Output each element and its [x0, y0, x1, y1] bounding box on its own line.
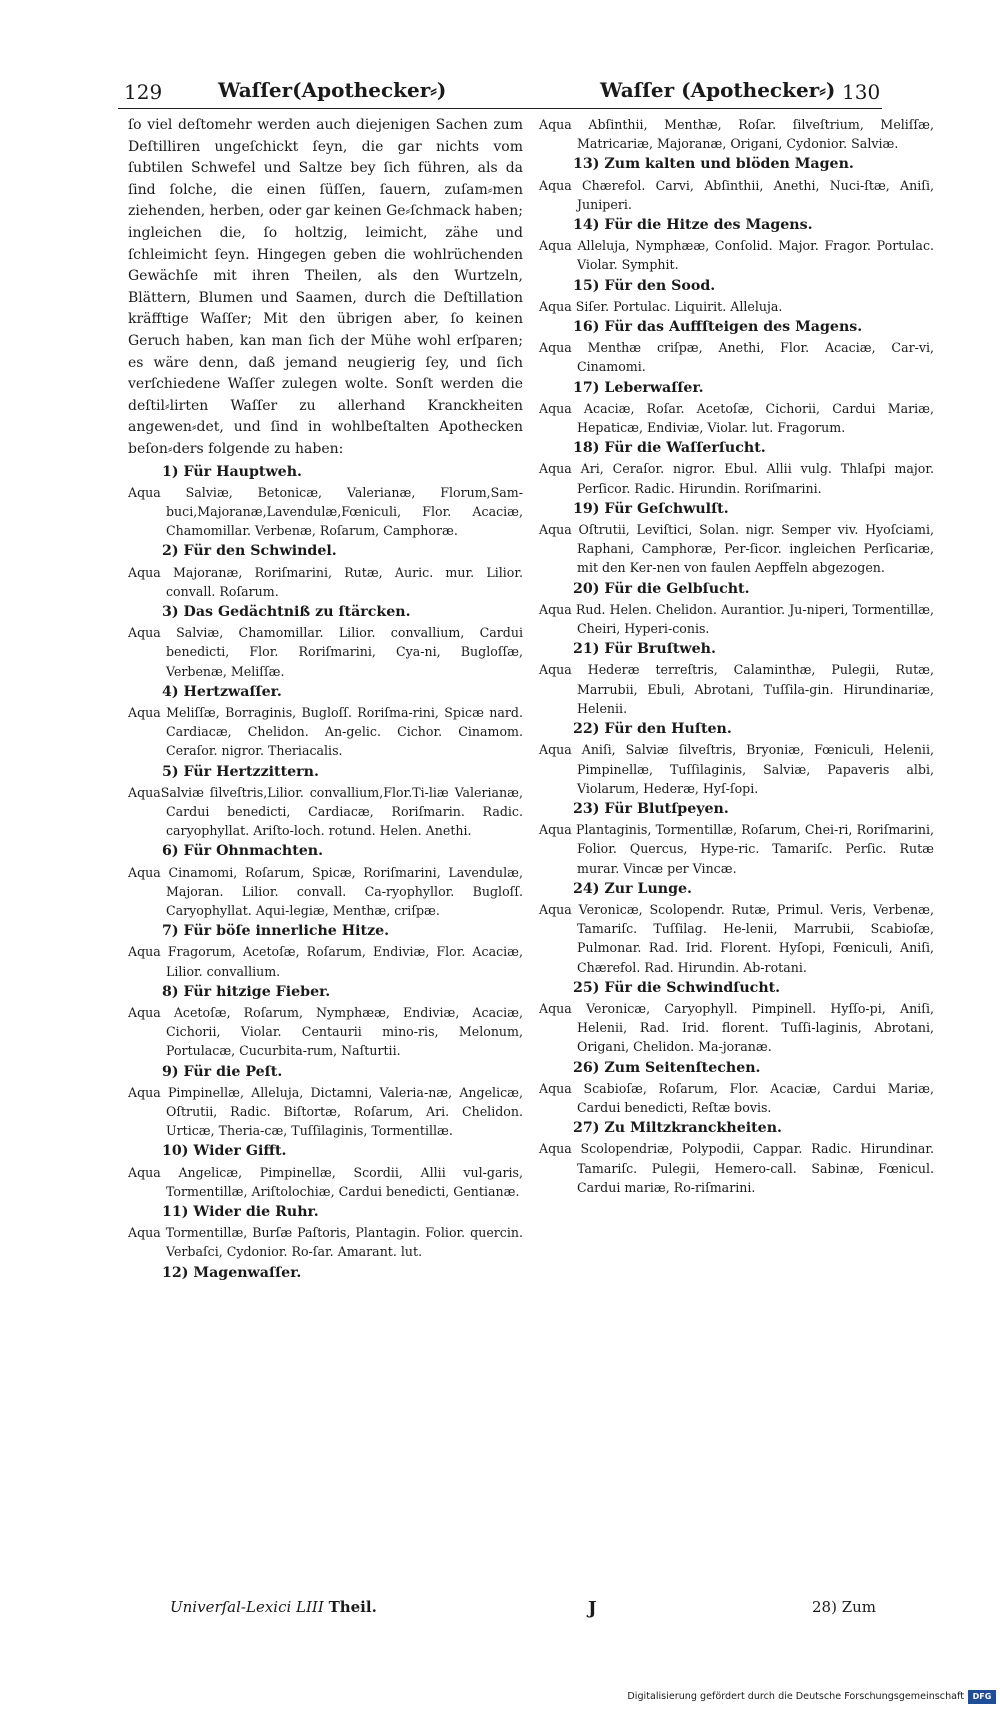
footer-bar	[548, 1684, 1000, 1710]
recipe-entry: Aqua Meliſſæ, Borraginis, Bugloſſ. Roriſma-rini, Spicæ nard. Cardiacæ, Chelidon. An-gelic. Cichor. Cinamom. Ceraſor. nigror. Theriacalis.	[128, 704, 523, 759]
recipe-heading: 23) Für Blutſpeyen.	[573, 800, 729, 817]
recipe-entry: AquaSalviæ ſilveſtris,Lilior. convallium,Flor.Ti-liæ Valerianæ, Cardui benedicti, Cardiacæ, Roriſmarin. Radic. caryophyllat. Ariſto-loch. rotund. Helen. Anethi.	[128, 784, 523, 839]
recipe-heading: 15) Für den Sood.	[573, 277, 716, 294]
right-column	[539, 115, 934, 1199]
recipe-heading: 13) Zum kalten und blöden Magen.	[573, 156, 854, 173]
recipe-heading: 19) Für Geſchwulſt.	[573, 500, 729, 517]
header-rule	[118, 108, 882, 109]
recipe-heading: 2) Für den Schwindel.	[162, 543, 337, 560]
recipe-entry: Aqua Salviæ, Chamomillar. Lilior. convallium, Cardui benedicti, Flor. Roriſmarini, Cya-ni, Bugloſſæ, Verbenæ, Meliſſæ.	[128, 625, 523, 679]
recipe-entry: Aqua Ari, Ceraſor. nigror. Ebul. Allii vulg. Thlaſpi major. Perſicor. Radic. Hirundin. Roriſmarini.	[539, 461, 934, 496]
recipe-heading: 12) Magenwaſſer.	[162, 1264, 302, 1281]
recipe-heading: 1) Für Hauptweh.	[162, 463, 302, 480]
right-running-title: Waſſer (Apothecker⸗)	[600, 78, 836, 102]
recipe-entry: Aqua Oſtrutii, Leviſtici, Solan. nigr. Semper viv. Hyoſciami, Raphani, Camphoræ, Per-ſicor. ingleichen Perſicariæ, mit den Ker-nen von faulen Aepffeln abgezogen.	[539, 522, 934, 576]
running-header	[0, 78, 1000, 108]
recipe-heading: 9) Für die Peſt.	[162, 1063, 283, 1080]
left-column	[128, 115, 523, 1284]
recipe-heading: 3) Das Gedächtniß zu ſtärcken.	[162, 603, 411, 620]
recipe-entry: Aqua Hederæ terreſtris, Calaminthæ, Pulegii, Rutæ, Marrubii, Ebuli, Abrotani, Tuſſila-gin. Hirundinariæ, Helenii.	[539, 662, 934, 716]
recipe-entry: Aqua Veronicæ, Caryophyll. Pimpinell. Hyſſo-pi, Aniſi, Helenii, Rad. Irid. florent. Tuſſi-laginis, Abrotani, Origani, Chelidon. Ma-joranæ.	[539, 1000, 934, 1055]
left-running-title: Waſſer(Apothecker⸗)	[218, 78, 447, 102]
recipe-heading: 27) Zu Miltzkranckheiten.	[573, 1120, 782, 1137]
left-page-number: 129	[124, 80, 163, 104]
signature-mark	[170, 1598, 377, 1616]
recipe-entry: Aqua Acetoſæ, Roſarum, Nymphææ, Endiviæ, Acaciæ, Cichorii, Violar. Centaurii mino-ris, Melonum, Portulacæ, Cucurbita-rum, Naſturtii.	[128, 1004, 523, 1059]
recipe-entry: Aqua Tormentillæ, Burſæ Paſtoris, Plantagin. Folior. quercin. Verbaſci, Cydonior. Ro-ſar. Amarant. lut.	[128, 1225, 523, 1260]
recipe-heading: 10) Wider Gifft.	[162, 1143, 287, 1160]
recipe-heading: 11) Wider die Ruhr.	[162, 1204, 319, 1221]
signature-text: Univerſal-Lexici LIII	[170, 1598, 324, 1616]
recipe-heading: 17) Leberwaſſer.	[573, 379, 704, 396]
recipe-heading: 5) Für Hertzzittern.	[162, 763, 319, 780]
recipe-heading: 20) Für die Gelbſucht.	[573, 580, 750, 597]
recipe-entry: Aqua Abſinthii, Menthæ, Roſar. ſilveſtrium, Meliſſæ, Matricariæ, Majoranæ, Origani, Cydonior. Salviæ.	[539, 117, 934, 152]
right-page-number: 130	[842, 80, 881, 104]
recipe-heading: 22) Für den Huſten.	[573, 721, 732, 738]
recipe-heading: 14) Für die Hitze des Magens.	[573, 217, 813, 234]
recipe-entry: Aqua Alleluja, Nymphææ, Conſolid. Major. Fragor. Portulac. Violar. Symphit.	[539, 238, 934, 273]
catchword: 28) Zum	[812, 1598, 877, 1616]
funding-note: Digitalisierung gefördert durch die Deutsche Forschungsgemeinschaft	[627, 1691, 964, 1702]
recipe-entry: Aqua Scolopendriæ, Polypodii, Cappar. Radic. Hirundinar. Tamariſc. Pulegii, Hemero-call. Sabinæ, Fœnicul. Cardui mariæ, Ro-riſmarini.	[539, 1141, 934, 1195]
recipe-entry: Aqua Salviæ, Betonicæ, Valerianæ, Florum,Sam-buci,Majoranæ,Lavendulæ,Fœniculi, Flor. Acaciæ, Chamomillar. Verbenæ, Roſarum, Camphoræ.	[128, 484, 523, 539]
recipe-heading: 18) Für die Waſſerſucht.	[573, 440, 766, 457]
recipe-entry: Aqua Majoranæ, Roriſmarini, Rutæ, Auric. mur. Lilior. convall. Roſarum.	[128, 564, 523, 599]
signature-part: Theil.	[328, 1598, 377, 1616]
recipe-entry: Aqua Rud. Helen. Chelidon. Aurantior. Ju-niperi, Tormentillæ, Cheiri, Hyperi-conis.	[539, 601, 934, 637]
recipe-entry: Aqua Cinamomi, Roſarum, Spicæ, Roriſmarini, Lavendulæ, Majoran. Lilior. convall. Ca-ryophyllor. Bugloſſ. Caryophyllat. Aqui-legiæ, Menthæ, criſpæ.	[128, 864, 523, 918]
recipe-heading: 25) Für die Schwindſucht.	[573, 979, 781, 996]
recipe-entry: Aqua Aniſi, Salviæ ſilveſtris, Bryoniæ, Fœniculi, Helenii, Pimpinellæ, Tuſſilaginis, Salviæ, Papaveris albi, Violarum, Hederæ, Hyſ-ſopi.	[539, 742, 934, 796]
recipe-heading: 6) Für Ohnmachten.	[162, 843, 324, 860]
recipe-heading: 21) Für Bruſtweh.	[573, 641, 716, 658]
recipe-heading: 26) Zum Seitenſtechen.	[573, 1059, 761, 1076]
recipe-heading: 24) Zur Lunge.	[573, 880, 692, 897]
dfg-logo: DFG	[968, 1690, 996, 1704]
recipe-entry: Aqua Plantaginis, Tormentillæ, Roſarum, Chei-ri, Roriſmarini, Folior. Quercus, Hype-ric. Tamariſc. Perſic. Rutæ murar. Vincæ per Vincæ.	[539, 822, 934, 876]
recipe-entry: Aqua Siſer. Portulac. Liquirit. Alleluja.	[539, 298, 783, 314]
recipe-entry: Aqua Chærefol. Carvi, Abſinthii, Anethi, Nuci-ſtæ, Aniſi, Juniperi.	[539, 177, 934, 212]
recipe-heading: 8) Für hitzige Fieber.	[162, 983, 331, 1000]
recipe-entry: Aqua Fragorum, Acetoſæ, Roſarum, Endiviæ, Flor. Acaciæ, Lilior. convallium.	[128, 944, 523, 979]
intro-paragraph: ſo viel deſtomehr werden auch diejenigen Sachen zum Deſtilliren ungeſchickt ſeyn, die gar nichts vom ſubtilen Schwefel und Saltze bey ſich führen, als da ſind ſolche, die einen ſüſſen, ſauern, zuſam⸗men ziehenden, herben, oder gar keinen Ge⸗ſchmack haben; ingleichen die, ſo holtzig, leimicht, zähe und ſchleimicht ſeyn. Hingegen geben die wohlrüchenden Gewächſe mit ihren Theilen, als den Wurtzeln, Blättern, Blumen und Saamen, durch die Deſtillation kräfftige Waſſer; Mit den übrigen aber, ſo keinen Geruch haben, kan man ſich der Mühe wohl erſparen; es wäre denn, daß jemand neugierig ſey, und ſich verſchiedene Waſſer zulegen wolte. Sonſt werden die deſtil⸗lirten Waſſer zu allerhand Kranckheiten angewen⸗det, und ſind in wohlbeſtalten Apothecken beſon⸗ders folgende zu haben:	[128, 117, 523, 457]
recipe-entry: Aqua Acaciæ, Roſar. Acetoſæ, Cichorii, Cardui Mariæ, Hepaticæ, Endiviæ, Violar. lut. Fragorum.	[539, 400, 934, 436]
recipe-entry: Aqua Menthæ criſpæ, Anethi, Flor. Acaciæ, Car-vi, Cinamomi.	[539, 340, 934, 375]
recipe-entry: Aqua Scabioſæ, Roſarum, Flor. Acaciæ, Cardui Mariæ, Cardui benedicti, Reſtæ bovis.	[539, 1080, 934, 1115]
recipe-entry: Aqua Pimpinellæ, Alleluja, Dictamni, Valeria-næ, Angelicæ, Oſtrutii, Radic. Biſtortæ, Roſarum, Ari. Chelidon. Urticæ, Theria-cæ, Tuſſilaginis, Tormentillæ.	[128, 1084, 523, 1139]
recipe-heading: 7) Für böſe innerliche Hitze.	[162, 923, 390, 940]
recipe-heading: 16) Für das Auffſteigen des Magens.	[573, 319, 863, 336]
recipe-entry: Aqua Veronicæ, Scolopendr. Rutæ, Primul. Veris, Verbenæ, Tamariſc. Tuſſilag. He-lenii, Marrubii, Scabioſæ, Pulmonar. Rad. Irid. Florent. Hyſopi, Fœniculi, Aniſi, Chærefol. Rad. Hirundin. Ab-rotani.	[539, 901, 934, 975]
gathering-signature: J	[588, 1598, 597, 1619]
recipe-heading: 4) Hertzwaſſer.	[162, 683, 282, 700]
recipe-entry: Aqua Angelicæ, Pimpinellæ, Scordii, Allii vul-garis, Tormentillæ, Ariſtolochiæ, Cardui benedicti, Gentianæ.	[128, 1164, 523, 1199]
